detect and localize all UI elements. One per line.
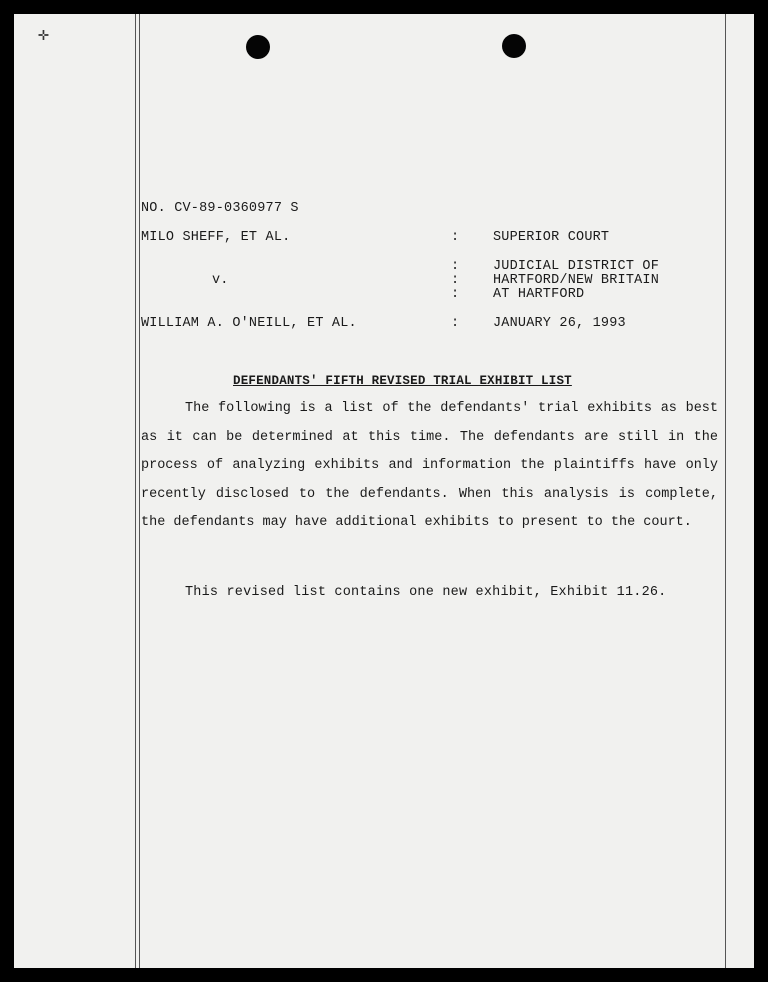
plaintiff-name: MILO SHEFF, ET AL. <box>141 230 291 245</box>
caption-separator: : <box>451 273 460 288</box>
judicial-district-line1: JUDICIAL DISTRICT OF <box>493 259 660 274</box>
document-page <box>14 14 754 968</box>
filing-date: JANUARY 26, 1993 <box>493 316 626 331</box>
left-margin-rule <box>135 14 136 968</box>
binding-mark: ✛ <box>38 26 49 46</box>
caption-separator: : <box>451 287 460 302</box>
document-title: DEFENDANTS' FIFTH REVISED TRIAL EXHIBIT LIST <box>233 374 572 388</box>
paragraph-1-text: The following is a list of the defendants' trial exhibits as best as it can be determined at this time. The defendants are still in the process of analyzing exhibits and information the plaintiffs have only recently disclosed to the defendants. When this analysis is complete, the defendants may have additional exhibits to present to the court. <box>141 401 718 531</box>
body-paragraph-2: This revised list contains one new exhibit, Exhibit 11.26. <box>185 585 667 600</box>
versus-label: v. <box>212 273 229 288</box>
right-margin-rule <box>725 14 726 968</box>
caption-separator: : <box>451 230 460 245</box>
punch-hole-right <box>502 34 526 58</box>
caption-separator: : <box>451 316 460 331</box>
court-name: SUPERIOR COURT <box>493 230 610 245</box>
judicial-district-line2: HARTFORD/NEW BRITAIN <box>493 273 660 288</box>
judicial-district-line3: AT HARTFORD <box>493 287 585 302</box>
body-paragraph-1 <box>141 395 718 538</box>
punch-hole-left <box>246 35 270 59</box>
defendant-name: WILLIAM A. O'NEILL, ET AL. <box>141 316 357 331</box>
caption-separator: : <box>451 259 460 274</box>
docket-number: NO. CV-89-0360977 S <box>141 201 299 216</box>
left-margin-rule-inner <box>139 14 140 968</box>
